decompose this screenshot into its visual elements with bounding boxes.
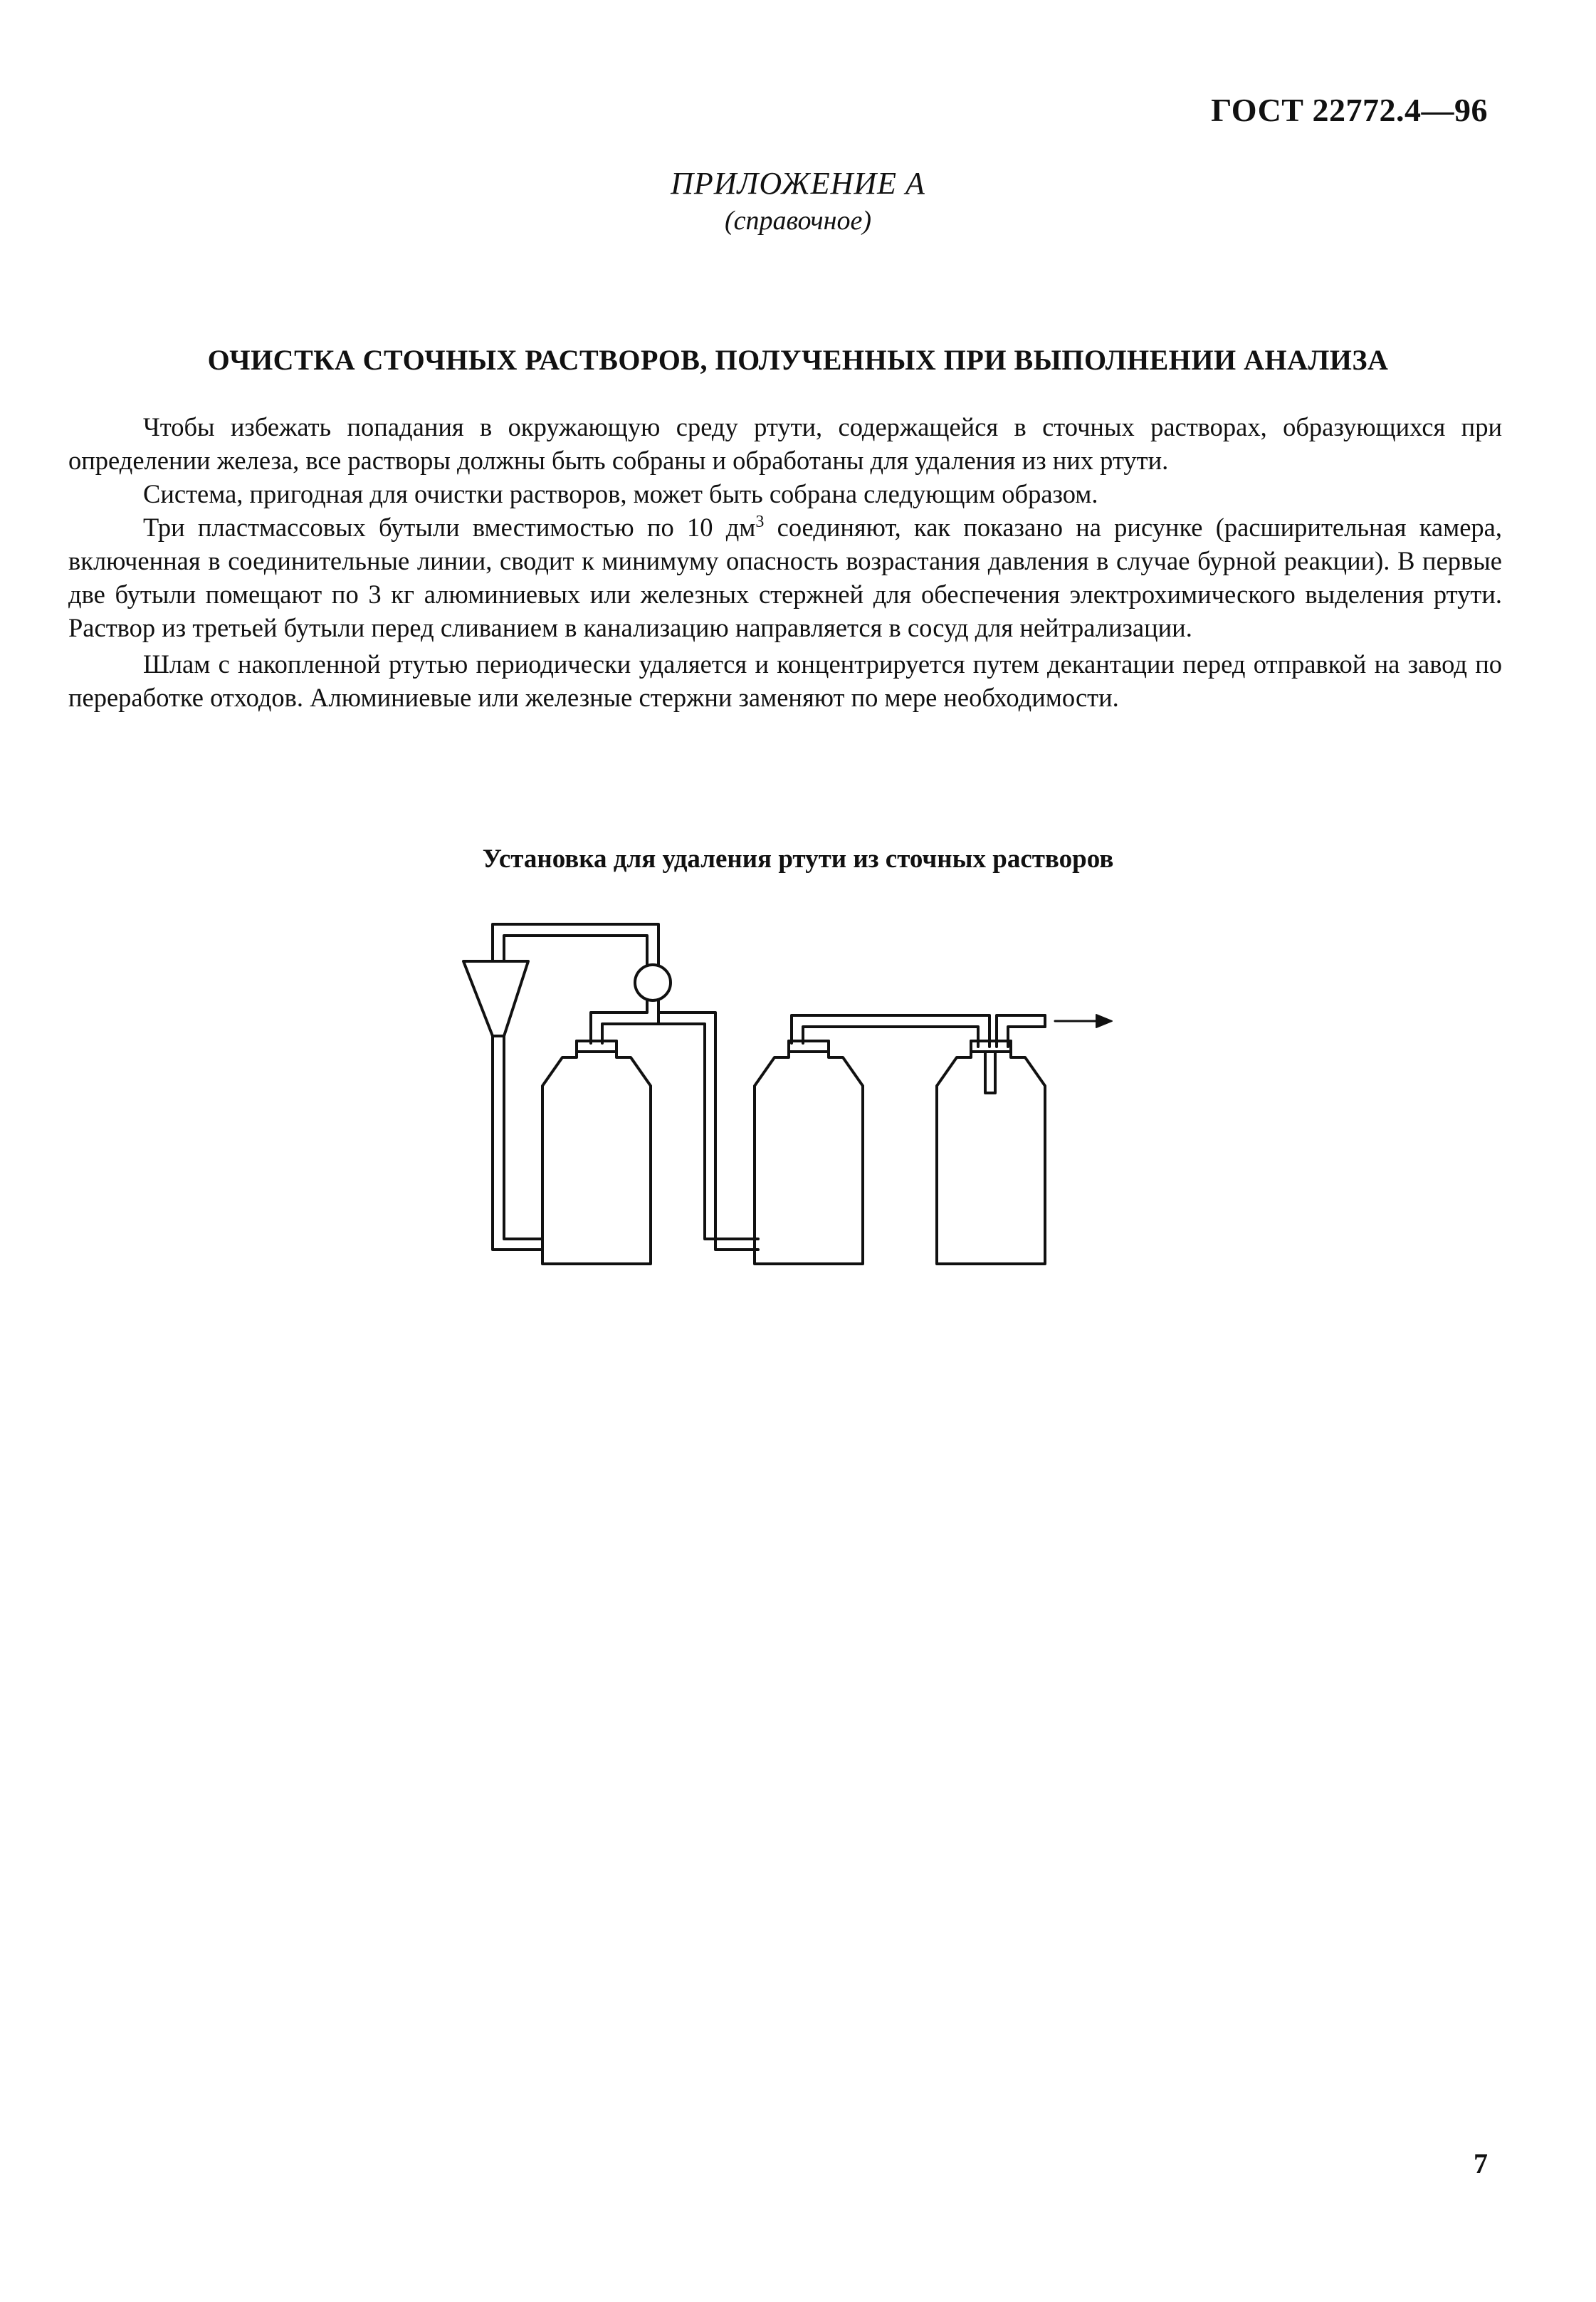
figure-title: Установка для удаления ртути из сточных растворов [482,844,1114,874]
bottle-1 [542,1041,651,1264]
outlet-arrow [1055,1015,1112,1027]
appendix-title: ПРИЛОЖЕНИЕ А [671,166,925,201]
paragraph-2: Система, пригодная для очистки растворов, может быть собрана следующим образом. [143,479,1098,508]
funnel-stem-tube [493,1036,542,1250]
paragraph-4: Шлам с накопленной ртутью периодически удаляется и концентрируется путем декантации перед отправкой на завод по переработке отходов. Алюминиевые или железные стержни заменяют по мере необходимости. [68,649,1502,712]
paragraph-3-end: соединяют, как показано на рисунке (расширительная камера, включенная в соединительные линии, сводит к минимуму опасность возрастания давления в случае бурной реакции). В первые две бутыли помещают по 3 кг алюминиевых или железных стержней для обеспечения электрохимического выделения ртути. Раствор из третьей бутыли перед сливанием в канализацию направляется в сосуд для нейтрализации. [68,513,1502,642]
expansion-chamber [591,965,671,1043]
section-title: ОЧИСТКА СТОЧНЫХ РАСТВОРОВ, ПОЛУЧЕННЫХ ПРИ ВЫПОЛНЕНИИ АНАЛИЗА [207,344,1389,376]
appendix-subtitle: (справочное) [724,206,872,236]
document-code: ГОСТ 22772.4—96 [1211,92,1488,128]
siphon-tube-1-2 [658,1013,758,1250]
bottle-2 [755,1041,863,1264]
cubic-superscript: 3 [755,512,765,531]
bottle-3 [937,1041,1045,1264]
funnel [463,961,528,1036]
paragraph-3-start: Три пластмассовых бутыли вместимостью по 10 дм [143,513,756,542]
paragraph-1: Чтобы избежать попадания в окружающую среду ртути, содержащейся в сточных растворах, образующихся при определении железа, все растворы должны быть собраны и обработаны для удаления из них ртути. [68,412,1502,475]
top-tube [493,924,658,965]
page-number: 7 [1474,2147,1488,2180]
